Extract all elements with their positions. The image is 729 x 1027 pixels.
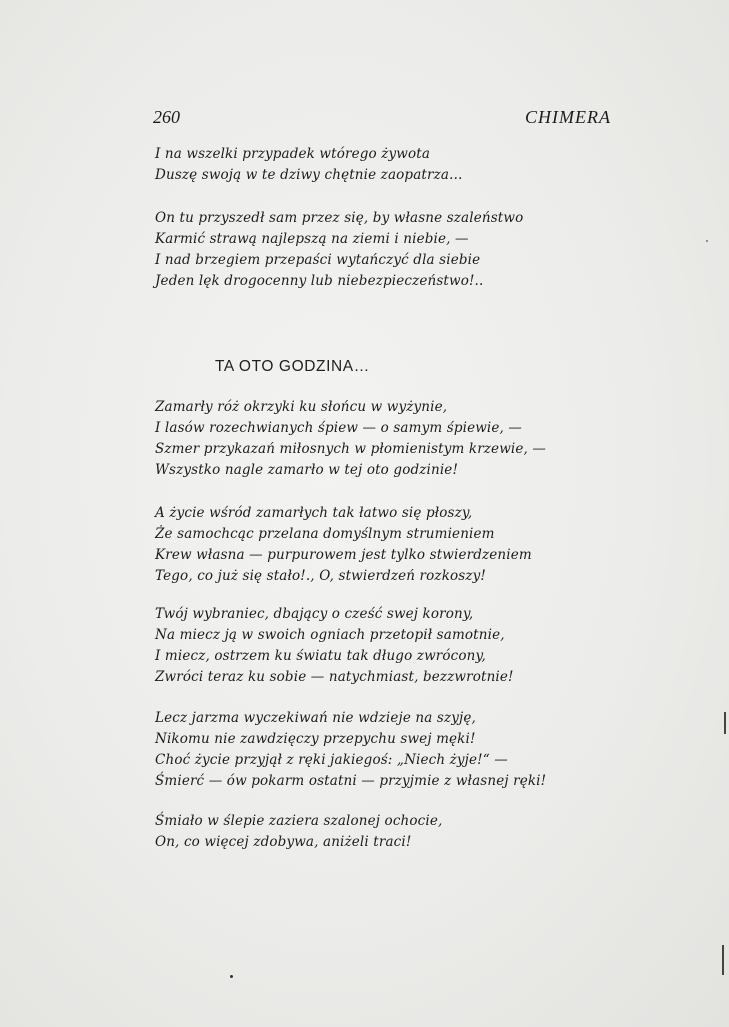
paper-speck <box>230 975 233 978</box>
verse-line: I nad brzegiem przepaści wytańczyć dla siebie <box>155 252 481 268</box>
verse-line: On, co więcej zdobywa, aniżeli traci! <box>155 834 412 850</box>
verse-line: Zwróci teraz ku sobie — natychmiast, bezzwrotnie! <box>155 669 514 685</box>
verse-line: I miecz, ostrzem ku światu tak długo zwrócony, <box>155 648 486 664</box>
verse-line: Jeden lęk drogocenny lub niebezpieczeństwo!.. <box>155 273 484 289</box>
verse-line: I na wszelki przypadek wtórego żywota <box>155 146 431 162</box>
verse-line: Śmiało w ślepie zaziera szalonej ochocie, <box>155 813 443 829</box>
verse-line: A życie wśród zamarłych tak łatwo się płoszy, <box>155 505 473 521</box>
verse-line: Duszę swoją w te dziwy chętnie zaopatrza… <box>155 167 463 183</box>
running-head: CHIMERA <box>525 107 611 127</box>
page-edge-mark <box>722 945 724 975</box>
poem-stanza-4 <box>155 708 625 792</box>
stanza-continued-2 <box>155 208 625 292</box>
poem-title: TA OTO GODZINA… <box>215 358 370 375</box>
verse-line: Choć życie przyjął z ręki jakiegoś: „Niech żyje!“ — <box>155 752 508 768</box>
verse-line: Zamarły róż okrzyki ku słońcu w wyżynie, <box>155 399 448 415</box>
verse-line: Szmer przykazań miłosnych w płomienistym krzewie, — <box>155 441 547 457</box>
verse-line: Karmić strawą najlepszą na ziemi i niebie, — <box>155 231 469 247</box>
verse-line: On tu przyszedł sam przez się, by własne szaleństwo <box>155 210 524 226</box>
page-edge-mark <box>724 712 726 734</box>
poem-stanza-3 <box>155 604 625 688</box>
poem-stanza-5 <box>155 811 625 853</box>
verse-line: Twój wybraniec, dbający o cześć swej korony, <box>155 606 474 622</box>
stanza-continued-1 <box>155 144 625 186</box>
page-number: 260 <box>153 107 180 127</box>
verse-line: I lasów rozechwianych śpiew — o samym śpiewie, — <box>155 420 523 436</box>
verse-line: Lecz jarzma wyczekiwań nie wdzieje na szyję, <box>155 710 476 726</box>
verse-line: Że samochcąc przelana domyślnym strumieniem <box>155 526 495 542</box>
verse-line: Śmierć — ów pokarm ostatni — przyjmie z własnej ręki! <box>155 773 547 789</box>
verse-line: Na miecz ją w swoich ogniach przetopił samotnie, <box>155 627 505 643</box>
verse-line: Tego, co już się stało!., O, stwierdzeń rozkoszy! <box>155 568 486 584</box>
poem-stanza-1 <box>155 397 625 481</box>
verse-line: Wszystko nagle zamarło w tej oto godzinie! <box>155 462 459 478</box>
verse-line: Krew własna — purpurowem jest tylko stwierdzeniem <box>155 547 532 563</box>
poem-stanza-2 <box>155 503 625 587</box>
paper-speck <box>706 240 708 242</box>
verse-line: Nikomu nie zawdzięczy przepychu swej męki! <box>155 731 476 747</box>
